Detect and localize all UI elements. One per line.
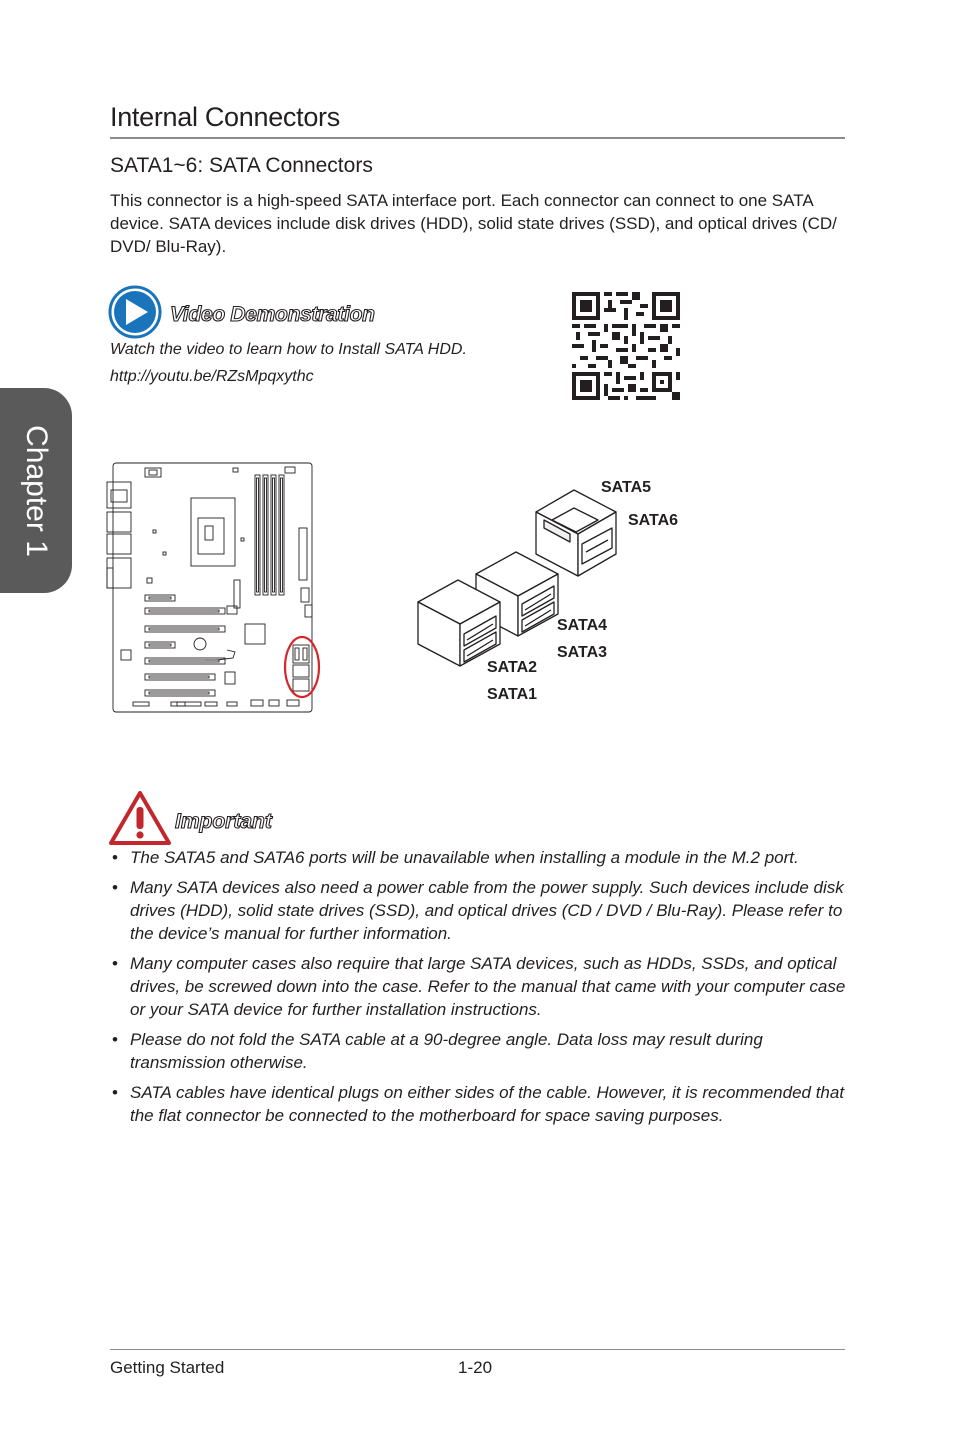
footer-rule [110, 1349, 845, 1350]
sata2-label: SATA2 [487, 659, 538, 676]
important-title: Important [175, 810, 272, 833]
footer-section-name: Getting Started [110, 1358, 225, 1377]
sata6-label: SATA6 [628, 512, 679, 529]
list-item: • Many computer cases also require that large SATA devices, such as HDDs, SSDs, and optical drives, be screwed down into the case. Refer to the manual that came with your computer case or your SATA device for further installation instructions. [112, 954, 846, 1019]
page-number: 1-20 [458, 1358, 493, 1377]
list-item-text: SATA cables have identical plugs on either sides of the cable. However, it is recommended that the flat connector be connected to the motherboard for space saving purposes. [130, 1083, 845, 1125]
sata4-label: SATA4 [557, 617, 608, 634]
description-paragraph: This connector is a high-speed SATA interface port. Each connector can connect to one SATA device. SATA devices include disk drives (HDD), solid state drives (SSD), and optical drives (CD/ DVD/ Blu-Ray). [110, 191, 837, 256]
list-item: • Many SATA devices also need a power cable from the power supply. Such devices include disk drives (HDD), solid state drives (SSD), and optical drives (CD / DVD / Blu-Ray). Please refer to the device’s manual for further information. [112, 878, 844, 943]
motherboard-diagram [105, 460, 327, 718]
sata5-label: SATA5 [601, 479, 652, 496]
section-title: Internal Connectors [110, 102, 340, 132]
list-item-text: The SATA5 and SATA6 ports will be unavailable when installing a module in the M.2 port. [130, 848, 799, 867]
warning-triangle-icon [108, 790, 172, 846]
chapter-tab-label: Chapter 1 [20, 424, 53, 557]
important-list [110, 846, 850, 1134]
chapter-tab [0, 388, 72, 593]
sata5-6-block [536, 490, 616, 576]
video-note: Watch the video to learn how to Install SATA HDD. [110, 341, 467, 358]
sata3-label: SATA3 [557, 644, 608, 661]
play-circle-icon[interactable] [106, 285, 164, 339]
list-item: • SATA cables have identical plugs on either sides of the cable. However, it is recommended that the flat connector be connected to the motherboard for space saving purposes. [112, 1083, 845, 1125]
list-item-text: Many computer cases also require that large SATA devices, such as HDDs, SSDs, and optical drives, be screwed down into the case. Refer to the manual that came with your computer case or your SATA device for further installation instructions. [130, 954, 846, 1019]
subsection-title: SATA1~6: SATA Connectors [110, 154, 373, 177]
sata1-label: SATA1 [487, 686, 538, 703]
video-demo-title: Video Demonstration [170, 303, 375, 326]
list-item-text: Please do not fold the SATA cable at a 90-degree angle. Data loss may result during transmission otherwise. [130, 1030, 763, 1072]
section-title-rule [110, 137, 845, 139]
video-url-link[interactable]: http://youtu.be/RZsMpqxythc [110, 368, 314, 385]
list-item: • The SATA5 and SATA6 ports will be unavailable when installing a module in the M.2 port. [112, 848, 799, 867]
qr-code[interactable] [572, 292, 680, 400]
list-item: • Please do not fold the SATA cable at a 90-degree angle. Data loss may result during transmission otherwise. [112, 1030, 763, 1072]
list-item-text: Many SATA devices also need a power cable from the power supply. Such devices include disk drives (HDD), solid state drives (SSD), and optical drives (CD / DVD / Blu-Ray). Please refer to the device’s manual for further information. [130, 878, 844, 943]
sata-location-highlight [285, 637, 319, 697]
